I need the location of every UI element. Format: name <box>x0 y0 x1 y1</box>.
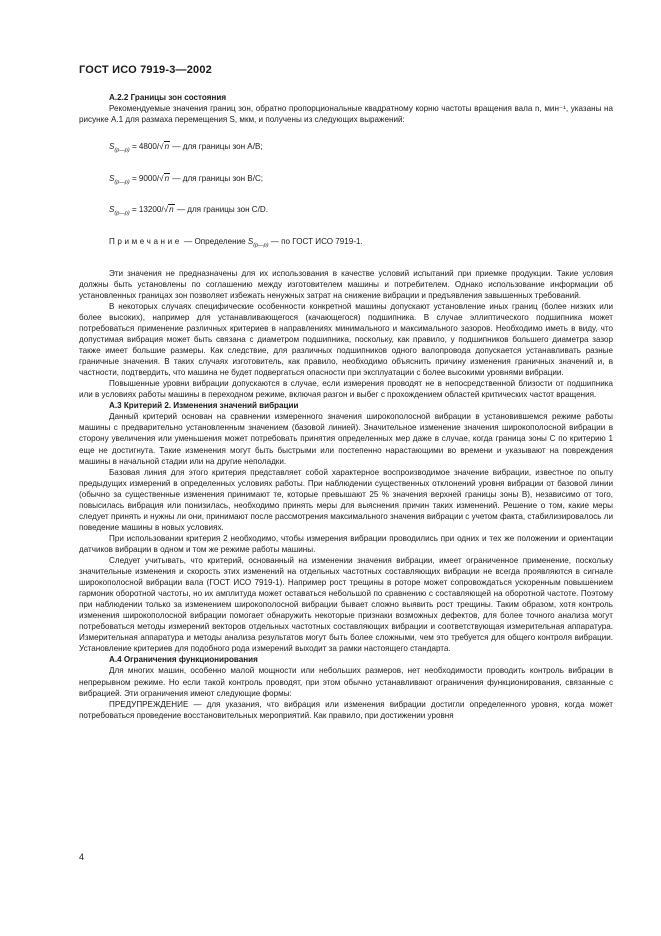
paragraph: Для многих машин, особенно малой мощности или небольших размеров, нет необходимости проводить контроль вибрации в непрерывном режиме. Но если такой контроль проводят, при этом обычно устанавливают ограничения функционирования, связанные с вибрацией. Эти ограничения имеют следующие формы: <box>79 666 613 698</box>
sqrt-symbol: √n <box>163 205 174 215</box>
paragraph: Базовая линия для этого критерия представляет собой характерное воспроизводимое значение вибрации, известное по опыту предыдущих измерений в определенных условиях работы. При наблюдении существенных отклонений уровня вибрации от базовой линии (обычно за существенные изменения принимают те, которые превышают 25 % значения верхней границы зоны В), независимо от того, повысилась вибрация или понизилась, необходимо принять меры для выяснения причин таких изменений. Решение о том, какие меры следует принять и нужны ли они, принимают после рассмотрения максимального значения вибрации с учетом факта, стабилизировалось ли поведение машины в новых условиях. <box>79 467 613 532</box>
paragraph: Эти значения не предназначены для их использования в качестве условий испытаний при приемке продукции. Такие условия должны быть установлены по соглашению между изготовителем машины и потребителем. Однако использование информации об установленных границах зон позволяет избежать ненужных затрат на снижение вибрации и предъявления завышенных требований. <box>79 268 613 300</box>
paragraph: В некоторых случаях специфические особенности конкретной машины допускают установление иных границ (более низких или более высоких), например для устанавливающегося (качающегося) подшипника. В случае эллиптического подшипника может потребоваться применение различных критериев в направлениях минимального и максимального зазоров. Необходимо иметь в виду, что допустимая вибрация может быть связана с диаметром подшипника, поскольку, как правило, у подшипников большего диаметра зазор также имеет большие размеры. Как следствие, для различных подшипников одного валопровода допускается устанавливать разные граничные значения. В таких случаях изготовитель, как правило, необходимо объяснить причину изменения граничных значений и, в частности, подтвердить, что машина не будет подвергаться опасности при эксплуатации с более высокими уровнями вибрации. <box>79 301 613 378</box>
section-heading-a3: А.3 Критерий 2. Изменения значений вибрации <box>109 401 299 411</box>
section-heading-a22: А.2.2 Границы зон состояния <box>109 93 227 102</box>
formula-cd: $S_{(p—p)} = 13200/√n$ — для границы зон С/D. <box>109 205 268 218</box>
paragraph: При использовании критерия 2 необходимо, чтобы измерения вибрации проводились при одних и тех же положении и ориентации датчиков вибрации в одном и том же режиме работы машины. <box>79 533 613 554</box>
paragraph: Данный критерий основан на сравнении измеренного значения широкополосной вибрации в установившемся режиме работы машины с предварительно установленным значением (базовой линией). Значительное изменение значения широкополосной вибрации в сторону увеличения или уменьшения может потребовать принятия определенных мер даже в случае, когда граница зоны С по критерию 1 еще не достигнута. Такие изменения могут быть быстрыми или постепенно нарастающими во времени и указывают на повреждения машины в начальной стадии или на другие неполадки. <box>79 412 613 466</box>
note: Примечание — Определение $S_{(p—p)}$ — по ГОСТ ИСО 7919-1. <box>109 237 363 249</box>
paragraph: Повышенные уровни вибрации допускаются в случае, если измерения проводят не в непосредственной близости от подшипника или в условиях работы машины в переходном режиме, включая разгон и выбег с прохождением областей критических частот вращения. <box>79 379 613 400</box>
sqrt-symbol: √n <box>159 173 170 183</box>
paragraph: Следует учитывать, что критерий, основанный на изменении значения вибрации, имеет ограниченное применение, поскольку значительные изменения и скорость этих изменений на отдельных частотных составляющих вибрации не всегда проявляются в сигнале широкополосной вибрации вала (ГОСТ ИСО 7919-1). Например рост трещины в роторе может сопровождаться ускоренным повышением гармоник оборотной частоты, но их амплитуда может оставаться небольшой по сравнению с составляющей на оборотной частоте. Поэтому при наблюдении только за изменением широкополосной вибрации бывает сложно выявить рост трещины. Таким образом, хотя контроль изменения широкополосной вибрации помогает обнаружить некоторые признаки возможных дефектов, для более точного анализа могут потребоваться методы измерений векторов отдельных частотных составляющих вибрации и соответствующая измерительная аппаратура. Измерительная аппаратура и методы анализа результатов могут быть более сложными, чем это требуется для общего контроля вибрации. Установление критериев для подобного рода измерений выходит за рамки настоящего стандарта. <box>79 555 613 654</box>
document-header: ГОСТ ИСО 7919-3—2002 <box>79 64 213 76</box>
page-number: 4 <box>79 852 85 862</box>
formula-bc: $S_{(p—p)} = 9000/√n$ — для границы зон В/С; <box>109 173 264 186</box>
section-heading-a4: А.4 Ограничения функционирования <box>109 655 258 665</box>
paragraph: Рекомендуемые значения границ зон, обратно пропорциональные квадратному корню частоты вращения вала n, мин⁻¹, указаны на рисунке А.1 для размаха перемещения S, мкм, и получены из следующих выражений: <box>79 104 613 125</box>
formula-ab: $S_{(p—p)} = 4800/√n$ — для границы зон А/В; <box>109 142 263 154</box>
sqrt-symbol: √n <box>159 142 170 152</box>
paragraph: ПРЕДУПРЕЖДЕНИЕ — для указания, что вибрация или изменения вибрации достигли определенного уровня, когда может потребоваться проведение восстановительных мероприятий. Как правило, при достижении уровня <box>79 699 613 720</box>
document-body <box>79 92 613 721</box>
